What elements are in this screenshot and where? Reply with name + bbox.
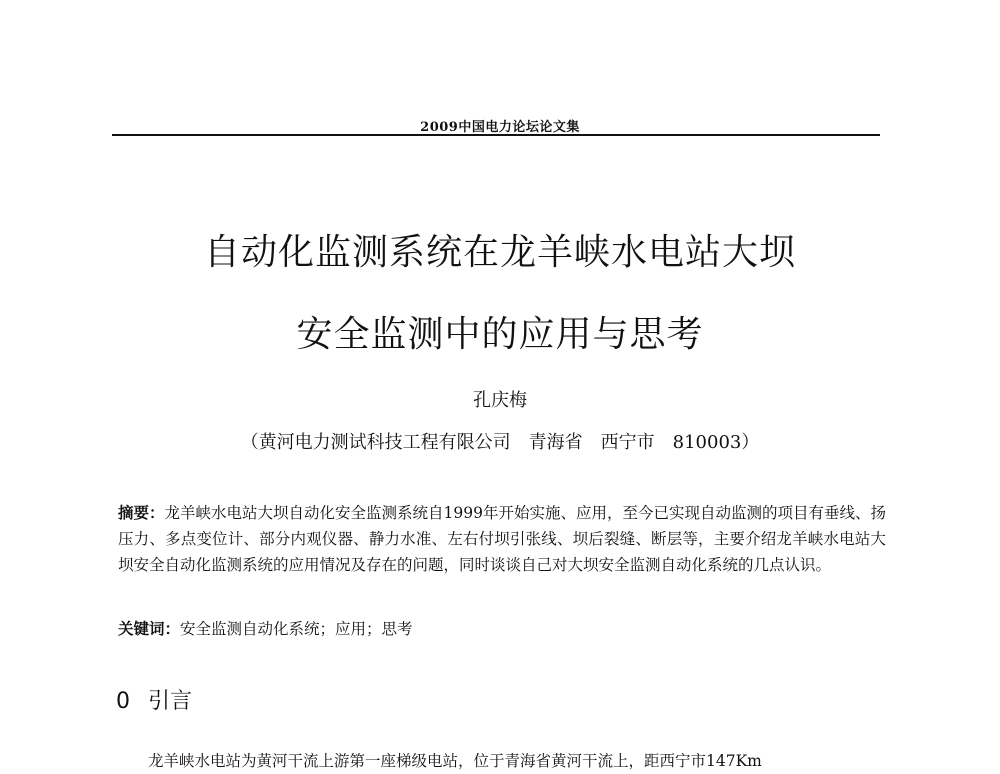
section-number: 0 <box>116 689 130 714</box>
paper-title-line-1: 自动化监测系统在龙羊峡水电站大坝 <box>203 232 796 273</box>
paper-title-line-2: 安全监测中的应用与思考 <box>296 314 704 355</box>
header-rule <box>112 134 880 136</box>
keywords-label: 关键词： <box>118 619 181 638</box>
abstract <box>118 500 886 578</box>
section-heading <box>116 684 192 715</box>
abstract-label: 摘要： <box>118 503 165 522</box>
author-affiliation: （黄河电力测试科技工程有限公司 青海省 西宁市 810003） <box>240 432 760 453</box>
abstract-text: 龙羊峡水电站大坝自动化安全监测系统自1999年开始实施、应用，至今已实现自动监测的项目有垂线、扬压力、多点变位计、部分内观仪器、静力水准、左右付坝引张线、坝后裂缝、断层等，主要介绍龙羊峡水电站大坝安全自动化监测系统的应用情况及存在的问题，同时谈谈自己对大坝安全监测自动化系统的几点认识。 <box>118 504 886 574</box>
section-title: 引言 <box>148 689 193 714</box>
body-paragraph-first-line: 龙羊峡水电站为黄河干流上游第一座梯级电站，位于青海省黄河干流上，距西宁市147Km <box>148 752 762 770</box>
running-header: 2009中国电力论坛论文集 <box>420 120 580 135</box>
keywords-text: 安全监测自动化系统；应用；思考 <box>180 620 413 638</box>
author-name: 孔庆梅 <box>473 390 527 411</box>
keywords <box>118 616 886 642</box>
